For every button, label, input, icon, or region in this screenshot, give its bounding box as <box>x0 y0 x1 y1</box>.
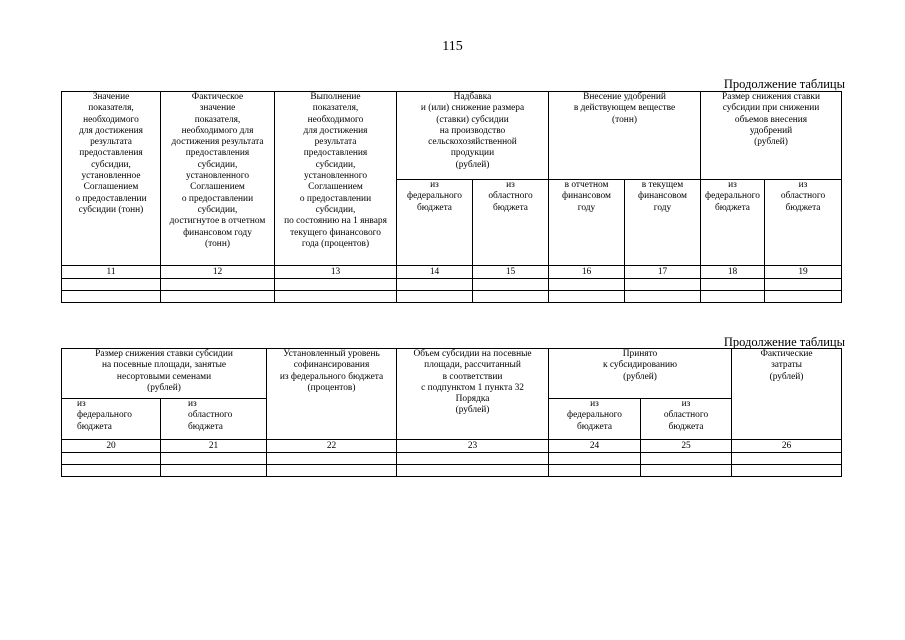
header-col-23: Объем субсидии на посевные площади, рассчитанный в соответствии с подпунктом 1 пункта 32 Порядка (рублей) <box>397 349 549 440</box>
header-col-11: Значение показателя, необходимого для достижения результата предоставления субсидии, установленное Соглашением о предоставлении субсидии (тонн) <box>62 92 161 266</box>
table-row <box>62 291 842 303</box>
continuation-label: Продолжение таблицы <box>723 77 845 91</box>
header-razmer-posev: Размер снижения ставки субсидии на посевные площади, занятые несортовыми семенами (рублей) <box>62 349 267 399</box>
table-row <box>62 279 842 291</box>
column-number: 16 <box>549 266 625 279</box>
column-number: 18 <box>701 266 765 279</box>
header-col-16: в отчетном финансовом году <box>549 180 625 266</box>
column-number: 22 <box>267 440 397 453</box>
table-row <box>62 453 842 465</box>
column-number: 14 <box>397 266 473 279</box>
table-row <box>62 465 842 477</box>
column-number: 26 <box>732 440 842 453</box>
column-number: 13 <box>275 266 397 279</box>
header-col-17: в текущем финансовом году <box>625 180 701 266</box>
header-col-22: Установленный уровень софинансирования из федерального бюджета (процентов) <box>267 349 397 440</box>
header-col-20: из федерального бюджета <box>62 399 161 440</box>
header-col-25: из областного бюджета <box>641 399 732 440</box>
page-number: 115 <box>442 39 463 54</box>
continuation-label: Продолжение таблицы <box>723 335 845 349</box>
header-col-13: Выполнение показателя, необходимого для достижения результата предоставления субсидии, установленного Соглашением о предоставлении субсидии, по состоянию на 1 января текущего финансового года (процентов) <box>275 92 397 266</box>
column-number: 23 <box>397 440 549 453</box>
header-col-18: из федерального бюджета <box>701 180 765 266</box>
header-vnesenie: Внесение удобрений в действующем веществе (тонн) <box>549 92 701 180</box>
table-continuation-1 <box>61 91 842 303</box>
column-number: 25 <box>641 440 732 453</box>
header-col-19: из областного бюджета <box>765 180 842 266</box>
column-number: 19 <box>765 266 842 279</box>
header-col-26: Фактические затраты (рублей) <box>732 349 842 440</box>
column-numbers-row <box>62 440 842 453</box>
header-col-14: из федерального бюджета <box>397 180 473 266</box>
header-col-24: из федерального бюджета <box>549 399 641 440</box>
header-col-12: Фактическое значение показателя, необходимого для достижения результата предоставления субсидии, установленного Соглашением о предоставлении субсидии, достигнутое в отчетном финансовом году (тонн) <box>161 92 275 266</box>
header-col-15: из областного бюджета <box>473 180 549 266</box>
column-number: 20 <box>62 440 161 453</box>
column-number: 15 <box>473 266 549 279</box>
column-number: 21 <box>161 440 267 453</box>
column-numbers-row <box>62 266 842 279</box>
column-number: 11 <box>62 266 161 279</box>
column-number: 12 <box>161 266 275 279</box>
column-number: 17 <box>625 266 701 279</box>
header-prinyato: Принято к субсидированию (рублей) <box>549 349 732 399</box>
header-nadbavka: Надбавка и (или) снижение размера (ставки) субсидии на производство сельскохозяйственной продукции (рублей) <box>397 92 549 180</box>
column-number: 24 <box>549 440 641 453</box>
table-continuation-2 <box>61 348 842 477</box>
header-col-21: из областного бюджета <box>161 399 267 440</box>
header-razmer-snizheniya: Размер снижения ставки субсидии при снижении объемов внесения удобрений (рублей) <box>701 92 842 180</box>
